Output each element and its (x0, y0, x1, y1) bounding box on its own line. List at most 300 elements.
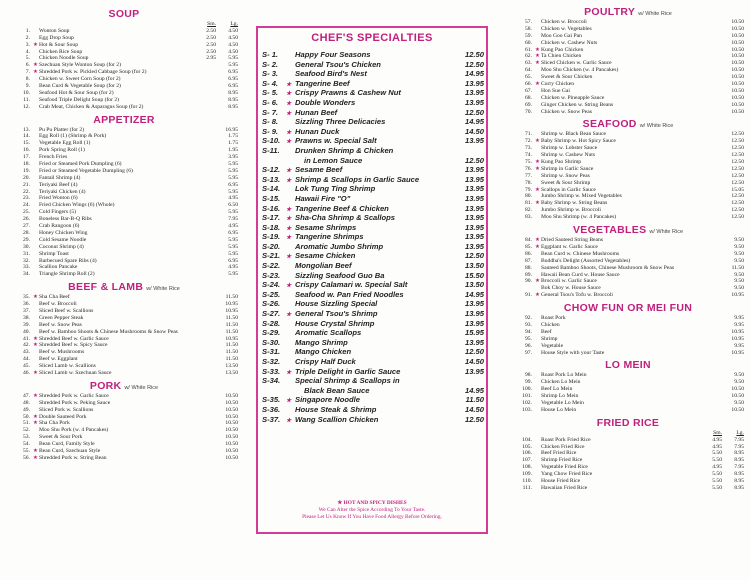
item-name: Chicken w. Vegetables (541, 25, 592, 32)
item-number: 91. (525, 292, 532, 299)
menu-item (10, 175, 238, 182)
item-price: 12.50 (464, 347, 484, 357)
item-name: Cold Sesame Noodle (39, 236, 87, 243)
price-large: 7.95 (734, 464, 744, 471)
item-number: S-13. (262, 174, 281, 184)
specialty-item (262, 204, 484, 214)
item-name: Hot & Sour Soup (39, 41, 79, 48)
item-number: 95. (525, 335, 532, 342)
specialty-item (262, 251, 484, 261)
item-number: S-24. (262, 280, 281, 290)
item-name: Sesame Beef (295, 165, 343, 175)
hot-spicy-icon: ★ (535, 237, 540, 244)
hot-spicy-icon: ★ (33, 41, 38, 48)
item-price: 12.50 (464, 59, 484, 69)
size-header (512, 430, 744, 437)
hot-spicy-icon: ★ (535, 186, 540, 193)
section-title: SOUP (108, 8, 140, 20)
item-number: 27. (23, 223, 30, 230)
item-number: 21. (23, 181, 30, 188)
item-price: 4.95 (228, 223, 238, 230)
menu-item (10, 189, 238, 196)
menu-item (512, 292, 744, 299)
item-number: 61. (525, 46, 532, 53)
item-price: 12.50 (731, 172, 744, 179)
item-price: 10.50 (731, 19, 744, 25)
item-name: Szechuan Style Wonton Soup (for 2) (39, 62, 121, 69)
item-number: 33. (23, 264, 30, 271)
left-column (10, 0, 238, 462)
menu-item (512, 180, 744, 187)
item-price: 14.50 (464, 357, 484, 366)
hot-spicy-icon: ★ (286, 91, 292, 98)
item-name: Beef w. Snow Peas (39, 321, 82, 328)
item-name: Double Wonders (295, 97, 356, 107)
menu-item (10, 209, 238, 216)
menu-item (10, 251, 238, 258)
price-large: 7.95 (734, 436, 744, 443)
menu-item (10, 55, 238, 62)
item-price: 10.50 (225, 420, 238, 427)
item-number: S- 4. (262, 78, 279, 88)
item-number: 8. (25, 76, 30, 83)
item-number: 64. (525, 67, 532, 74)
hot-spicy-icon: ★ (286, 216, 292, 223)
item-name: Wonton Soup (39, 27, 70, 34)
item-price: 12.50 (731, 145, 744, 152)
item-name: Hawaiian Fried Rice (541, 484, 588, 491)
item-number: 31. (23, 250, 30, 257)
specialty-item (262, 108, 484, 118)
item-name: Buddha's Delight (Assorted Vegetables) (541, 257, 631, 264)
menu-item (10, 356, 238, 363)
menu-item (10, 434, 238, 441)
item-name: Egg Drop Soup (39, 34, 74, 41)
menu-item (10, 244, 238, 251)
item-price: 10.50 (731, 94, 744, 101)
item-name: Pu Pu Platter (for 2) (39, 126, 85, 133)
menu-item (10, 97, 238, 104)
item-number: 89. (525, 271, 532, 278)
item-number: 11. (23, 96, 30, 103)
item-price: 10.95 (731, 335, 744, 342)
item-price: 6.95 (228, 257, 238, 264)
hot-spicy-icon: ★ (33, 335, 38, 342)
item-number: 7. (25, 69, 30, 76)
menu-item (10, 349, 238, 356)
menu-item (10, 230, 238, 237)
item-number: S-23. (262, 270, 281, 280)
menu-item (512, 159, 744, 166)
menu-item (10, 90, 238, 97)
item-number: S- 8. (262, 117, 279, 127)
item-number: 74. (525, 152, 532, 159)
item-number: 104. (522, 436, 532, 443)
item-number: S-15. (262, 193, 281, 203)
menu-item (10, 83, 238, 90)
item-number: 87. (525, 257, 532, 264)
hot-spicy-icon: ★ (535, 138, 540, 145)
item-name: Beef (541, 328, 552, 335)
item-price: 10.50 (225, 441, 238, 448)
item-number: 22. (23, 188, 30, 195)
item-name: Sliced Lamb w. Scallions (39, 363, 96, 370)
item-name: Shredded Pork w. Pickled Cabbage Soup (for 2) (39, 69, 147, 76)
hot-spicy-icon: ★ (535, 292, 540, 299)
item-price: 11.50 (225, 294, 238, 301)
item-name: General Tsou's Tofu w. Broccoli (541, 292, 613, 299)
item-price: 5.95 (228, 188, 238, 195)
specialty-item (262, 136, 484, 146)
item-name: Beef w. Eggplant (39, 356, 78, 363)
menu-item (10, 342, 238, 349)
item-price: 4.95 (228, 195, 238, 202)
hot-spicy-icon: ★ (33, 369, 38, 376)
section-title: PORK w/ White Rice (89, 379, 159, 392)
item-name: Sha-Cha Shrimp & Scallops (295, 213, 396, 223)
menu-item (10, 441, 238, 448)
item-number: 67. (525, 87, 532, 94)
item-name: Shrimp & Scallops in Garlic Sauce (295, 174, 420, 184)
item-name: Roast Pork Fried Rice (541, 436, 591, 443)
item-name: General Tsou's Shrimp (295, 309, 378, 319)
item-name: Baby Shrimp w. Hot Spicy Sauce (541, 138, 616, 145)
specialty-item (262, 386, 484, 396)
item-number: 51. (23, 420, 30, 427)
price-large: 8.95 (734, 484, 744, 491)
size-header (10, 21, 238, 28)
item-price: 10.50 (731, 46, 744, 53)
item-number: 45. (23, 363, 30, 370)
item-price: 9.50 (734, 271, 744, 278)
item-price: 5.95 (228, 236, 238, 243)
item-number: 70. (525, 108, 532, 115)
item-price: 9.50 (734, 372, 744, 379)
item-name: Kung Pao Shrimp (541, 159, 582, 166)
item-number: S-32. (262, 357, 281, 366)
item-price: 13.95 (464, 213, 484, 223)
menu-item (10, 264, 238, 271)
item-price: 9.50 (734, 257, 744, 264)
item-number: 9. (25, 83, 30, 90)
item-price: 10.50 (731, 406, 744, 413)
item-number: S-18. (262, 222, 281, 232)
menu-item (10, 69, 238, 76)
item-name: House Sizzling Special (295, 299, 378, 309)
item-name: Sweet & Sour Chicken (541, 74, 593, 81)
item-name: Wang Scallion Chicken (295, 414, 379, 424)
item-name: Bok Choy w. House Sauce (541, 285, 601, 292)
item-name: Mango Chicken (295, 347, 352, 357)
specialty-item (262, 117, 484, 127)
item-price: 10.95 (225, 307, 238, 314)
menu-item (10, 133, 238, 140)
price-small: 4.95 (712, 443, 722, 450)
item-number: 108. (522, 464, 532, 471)
item-number: 81. (525, 200, 532, 207)
item-price: 13.50 (225, 369, 238, 376)
hot-spicy-icon: ★ (535, 200, 540, 207)
item-number: 25. (23, 209, 30, 216)
item-price: 10.50 (731, 39, 744, 46)
item-price: 13.95 (464, 136, 484, 146)
menu-item (512, 372, 744, 379)
item-price: 9.50 (734, 285, 744, 292)
item-number: 97. (525, 349, 532, 356)
hot-spicy-icon: ★ (33, 392, 38, 399)
hot-spicy-icon: ★ (286, 110, 292, 117)
item-name: Bean Curd w. Chinese Mushrooms (541, 250, 620, 257)
item-name: Mongolian Beef (295, 261, 352, 271)
item-name: Bean Curd, Szechuan Style (39, 447, 101, 454)
item-price: 6.95 (228, 229, 238, 236)
hot-spicy-icon: ★ (33, 413, 38, 420)
item-name: Sliced Lamb w. Szechuan Sauce (39, 369, 112, 376)
menu-item (512, 237, 744, 244)
hot-spicy-icon: ★ (535, 46, 540, 53)
item-price: 14.95 (464, 69, 484, 79)
item-price: 5.95 (228, 209, 238, 216)
item-name: Shrimp w. Lobster Sauce (541, 145, 598, 152)
item-price: 4.95 (228, 264, 238, 271)
hot-spicy-icon: ★ (286, 417, 292, 424)
item-price: 11.50 (225, 314, 238, 321)
item-name: Seafood Bird's Nest (295, 69, 367, 79)
item-number: 71. (525, 131, 532, 138)
item-name: Fantail Shrimp (4) (39, 174, 81, 181)
item-number: 75. (525, 159, 532, 166)
item-name: Shrimp Lo Mein (541, 393, 579, 400)
menu-item (512, 450, 744, 457)
menu-item (10, 104, 238, 111)
item-name: Mango Shrimp (295, 337, 348, 347)
item-name: Sliced Chicken w. Garlic Sauce (541, 60, 612, 67)
item-name: Sizzling Three Delicacies (295, 117, 386, 127)
item-name: Barbecued Spare Ribs (4) (39, 257, 97, 264)
item-name: Crab Rangoon (6) (39, 223, 80, 230)
item-price: 5.95 (228, 161, 238, 168)
item-price: 9.95 (734, 342, 744, 349)
menu-item (10, 363, 238, 370)
hot-spicy-icon: ★ (33, 62, 38, 69)
menu-item (512, 47, 744, 54)
specialty-item (262, 127, 484, 137)
seafood-section (512, 118, 744, 221)
hot-spicy-note: ★ HOT AND SPICY DISHES (337, 500, 407, 506)
item-name: Chicken (541, 321, 560, 328)
menu-item (10, 448, 238, 455)
item-number: 82. (525, 207, 532, 214)
menu-item (512, 138, 744, 145)
item-name: Ginger Chicken w. String Beans (541, 101, 614, 108)
item-price: 5.95 (228, 167, 238, 174)
specialty-item (262, 156, 484, 166)
item-number: 42. (23, 342, 30, 349)
item-name: Sliced Pork w. Scallions (39, 406, 94, 413)
price-large: 4.50 (228, 41, 238, 48)
item-price: 13.95 (464, 203, 484, 213)
size-small-label: Sm. (713, 429, 722, 436)
item-name: Chicken w. Broccoli (541, 19, 587, 25)
item-number: S-11. (262, 145, 280, 155)
price-small: 5.50 (712, 477, 722, 484)
item-name: Vegetable Egg Roll (1) (39, 140, 91, 147)
menu-item (512, 67, 744, 74)
menu-item (10, 308, 238, 315)
price-small: 5.50 (712, 484, 722, 491)
item-price: 10.50 (731, 74, 744, 81)
hot-spicy-icon: ★ (33, 447, 38, 454)
item-number: S-12. (262, 165, 281, 175)
menu-item (512, 193, 744, 200)
menu-item (10, 370, 238, 377)
item-price: 10.50 (731, 101, 744, 108)
item-price: 13.95 (464, 337, 484, 347)
price-large: 6.95 (228, 83, 238, 90)
section-title: BEEF & LAMB w/ White Rice (68, 281, 180, 294)
menu-item (512, 244, 744, 251)
specialty-item (262, 146, 484, 156)
price-large: 4.50 (228, 48, 238, 55)
menu-item (512, 207, 744, 214)
hot-spicy-icon: ★ (535, 159, 540, 166)
menu-item (512, 200, 744, 207)
chef-specialties-list (262, 50, 484, 424)
price-large: 4.50 (228, 27, 238, 34)
item-name: Moo Shu Chicken (w. 4 Pancakes) (541, 67, 619, 74)
menu-item (512, 109, 744, 116)
item-number: 56. (23, 454, 30, 461)
item-name: Hunan Duck (295, 126, 340, 136)
item-price: 10.50 (731, 60, 744, 67)
specialty-item (262, 175, 484, 185)
item-number: 85. (525, 243, 532, 250)
item-price: 14.95 (464, 289, 484, 299)
specialty-item (262, 405, 484, 415)
item-number: 19. (23, 167, 30, 174)
hot-spicy-icon: ★ (286, 177, 292, 184)
hot-spicy-icon: ★ (33, 69, 38, 76)
menu-item (512, 386, 744, 393)
item-name: Shrimp w. Black Bean Sauce (541, 131, 607, 138)
item-number: 37. (23, 307, 30, 314)
item-name: Vegetable Lo Mein (541, 399, 584, 406)
item-name: Hawaii Fire "O" (295, 193, 351, 203)
item-price: 1.75 (228, 140, 238, 147)
item-name: Aromatic Scallops (295, 328, 362, 338)
item-price: 14.50 (464, 126, 484, 136)
price-small: 2.95 (206, 55, 216, 62)
item-price: 12.50 (731, 138, 744, 145)
item-number: 3. (25, 41, 30, 48)
hot-spicy-icon: ★ (33, 342, 38, 349)
menu-item (10, 414, 238, 421)
appetizer-section (10, 114, 238, 279)
item-number: 103. (522, 406, 532, 413)
menu-item (10, 407, 238, 414)
chef-specialties-title: CHEF'S SPECIALTIES (311, 32, 433, 44)
item-number: 72. (525, 138, 532, 145)
chow-fun-section (512, 302, 744, 356)
item-number: S-35. (262, 395, 281, 405)
specialty-item (262, 88, 484, 98)
item-name: Chicken Rice Soup (39, 48, 83, 55)
item-number: 17. (23, 154, 30, 161)
item-price: 1.75 (228, 133, 238, 140)
item-price: 14.95 (464, 385, 484, 395)
hot-spicy-icon: ★ (535, 243, 540, 250)
item-name: Double Sauteed Pork (39, 413, 87, 420)
item-name: Special Shrimp & Scallops in (295, 376, 400, 386)
menu-item (512, 379, 744, 386)
item-price: 7.95 (228, 216, 238, 223)
menu-item (10, 76, 238, 83)
item-name: Broccoli w. Garlic Sauce (541, 278, 597, 285)
item-number: 5. (25, 55, 30, 62)
item-number: S- 1. (262, 50, 279, 59)
item-number: S-37. (262, 414, 281, 424)
item-price: 10.50 (731, 81, 744, 88)
item-name: Moo Shu Shrimp (w. 4 Pancakes) (541, 214, 617, 221)
item-name: Beef w. Broccoli (39, 301, 77, 308)
item-price: 1.95 (228, 147, 238, 154)
item-price: 5.95 (228, 250, 238, 257)
item-name: Curry Chicken (541, 81, 575, 88)
menu-item (512, 258, 744, 265)
hot-spicy-icon: ★ (286, 139, 292, 146)
price-small: 2.50 (206, 41, 216, 48)
item-price: 11.50 (225, 342, 238, 349)
section-title: VEGETABLES w/ White Rice (572, 224, 684, 237)
hot-spicy-icon: ★ (286, 312, 292, 319)
menu-item (512, 19, 744, 26)
item-name: Black Bean Sauce (304, 385, 370, 395)
menu-item (10, 336, 238, 343)
item-name: Beef w. Bamboo Shoots & Chinese Mushrooms & Snow Peas (39, 328, 178, 335)
item-number: S-25. (262, 289, 281, 299)
specialty-item (262, 194, 484, 204)
menu-item (10, 420, 238, 427)
item-price: 13.50 (464, 280, 484, 290)
item-name: Happy Four Seasons (295, 50, 371, 59)
price-large: 6.95 (228, 69, 238, 76)
item-number: S- 9. (262, 126, 279, 136)
item-price: 16.95 (225, 126, 238, 133)
item-price: 12.50 (731, 193, 744, 200)
item-price: 10.50 (731, 108, 744, 115)
item-price: 13.95 (464, 165, 484, 175)
item-name: Shrimp Toast (39, 250, 69, 257)
item-name: Tangerine Beef (295, 78, 350, 88)
item-number: 102. (522, 399, 532, 406)
item-name: Sweet & Sour Pork (39, 434, 83, 441)
item-number: 76. (525, 165, 532, 172)
price-large: 8.95 (734, 450, 744, 457)
specialty-item (262, 338, 484, 348)
item-name: Sizzling Seafood Guo Ba (295, 270, 385, 280)
item-number: 36. (23, 301, 30, 308)
item-name: Singapore Noodle (295, 395, 360, 405)
menu-item (10, 161, 238, 168)
hot-spicy-icon: ★ (286, 225, 292, 232)
item-number: 46. (23, 369, 30, 376)
specialty-item (262, 165, 484, 175)
item-price: 10.95 (731, 328, 744, 335)
item-name: House Style with your Taste (541, 349, 605, 356)
item-number: S-14. (262, 184, 281, 194)
item-name: General Tsou's Chicken (295, 59, 381, 69)
specialty-item (262, 98, 484, 108)
